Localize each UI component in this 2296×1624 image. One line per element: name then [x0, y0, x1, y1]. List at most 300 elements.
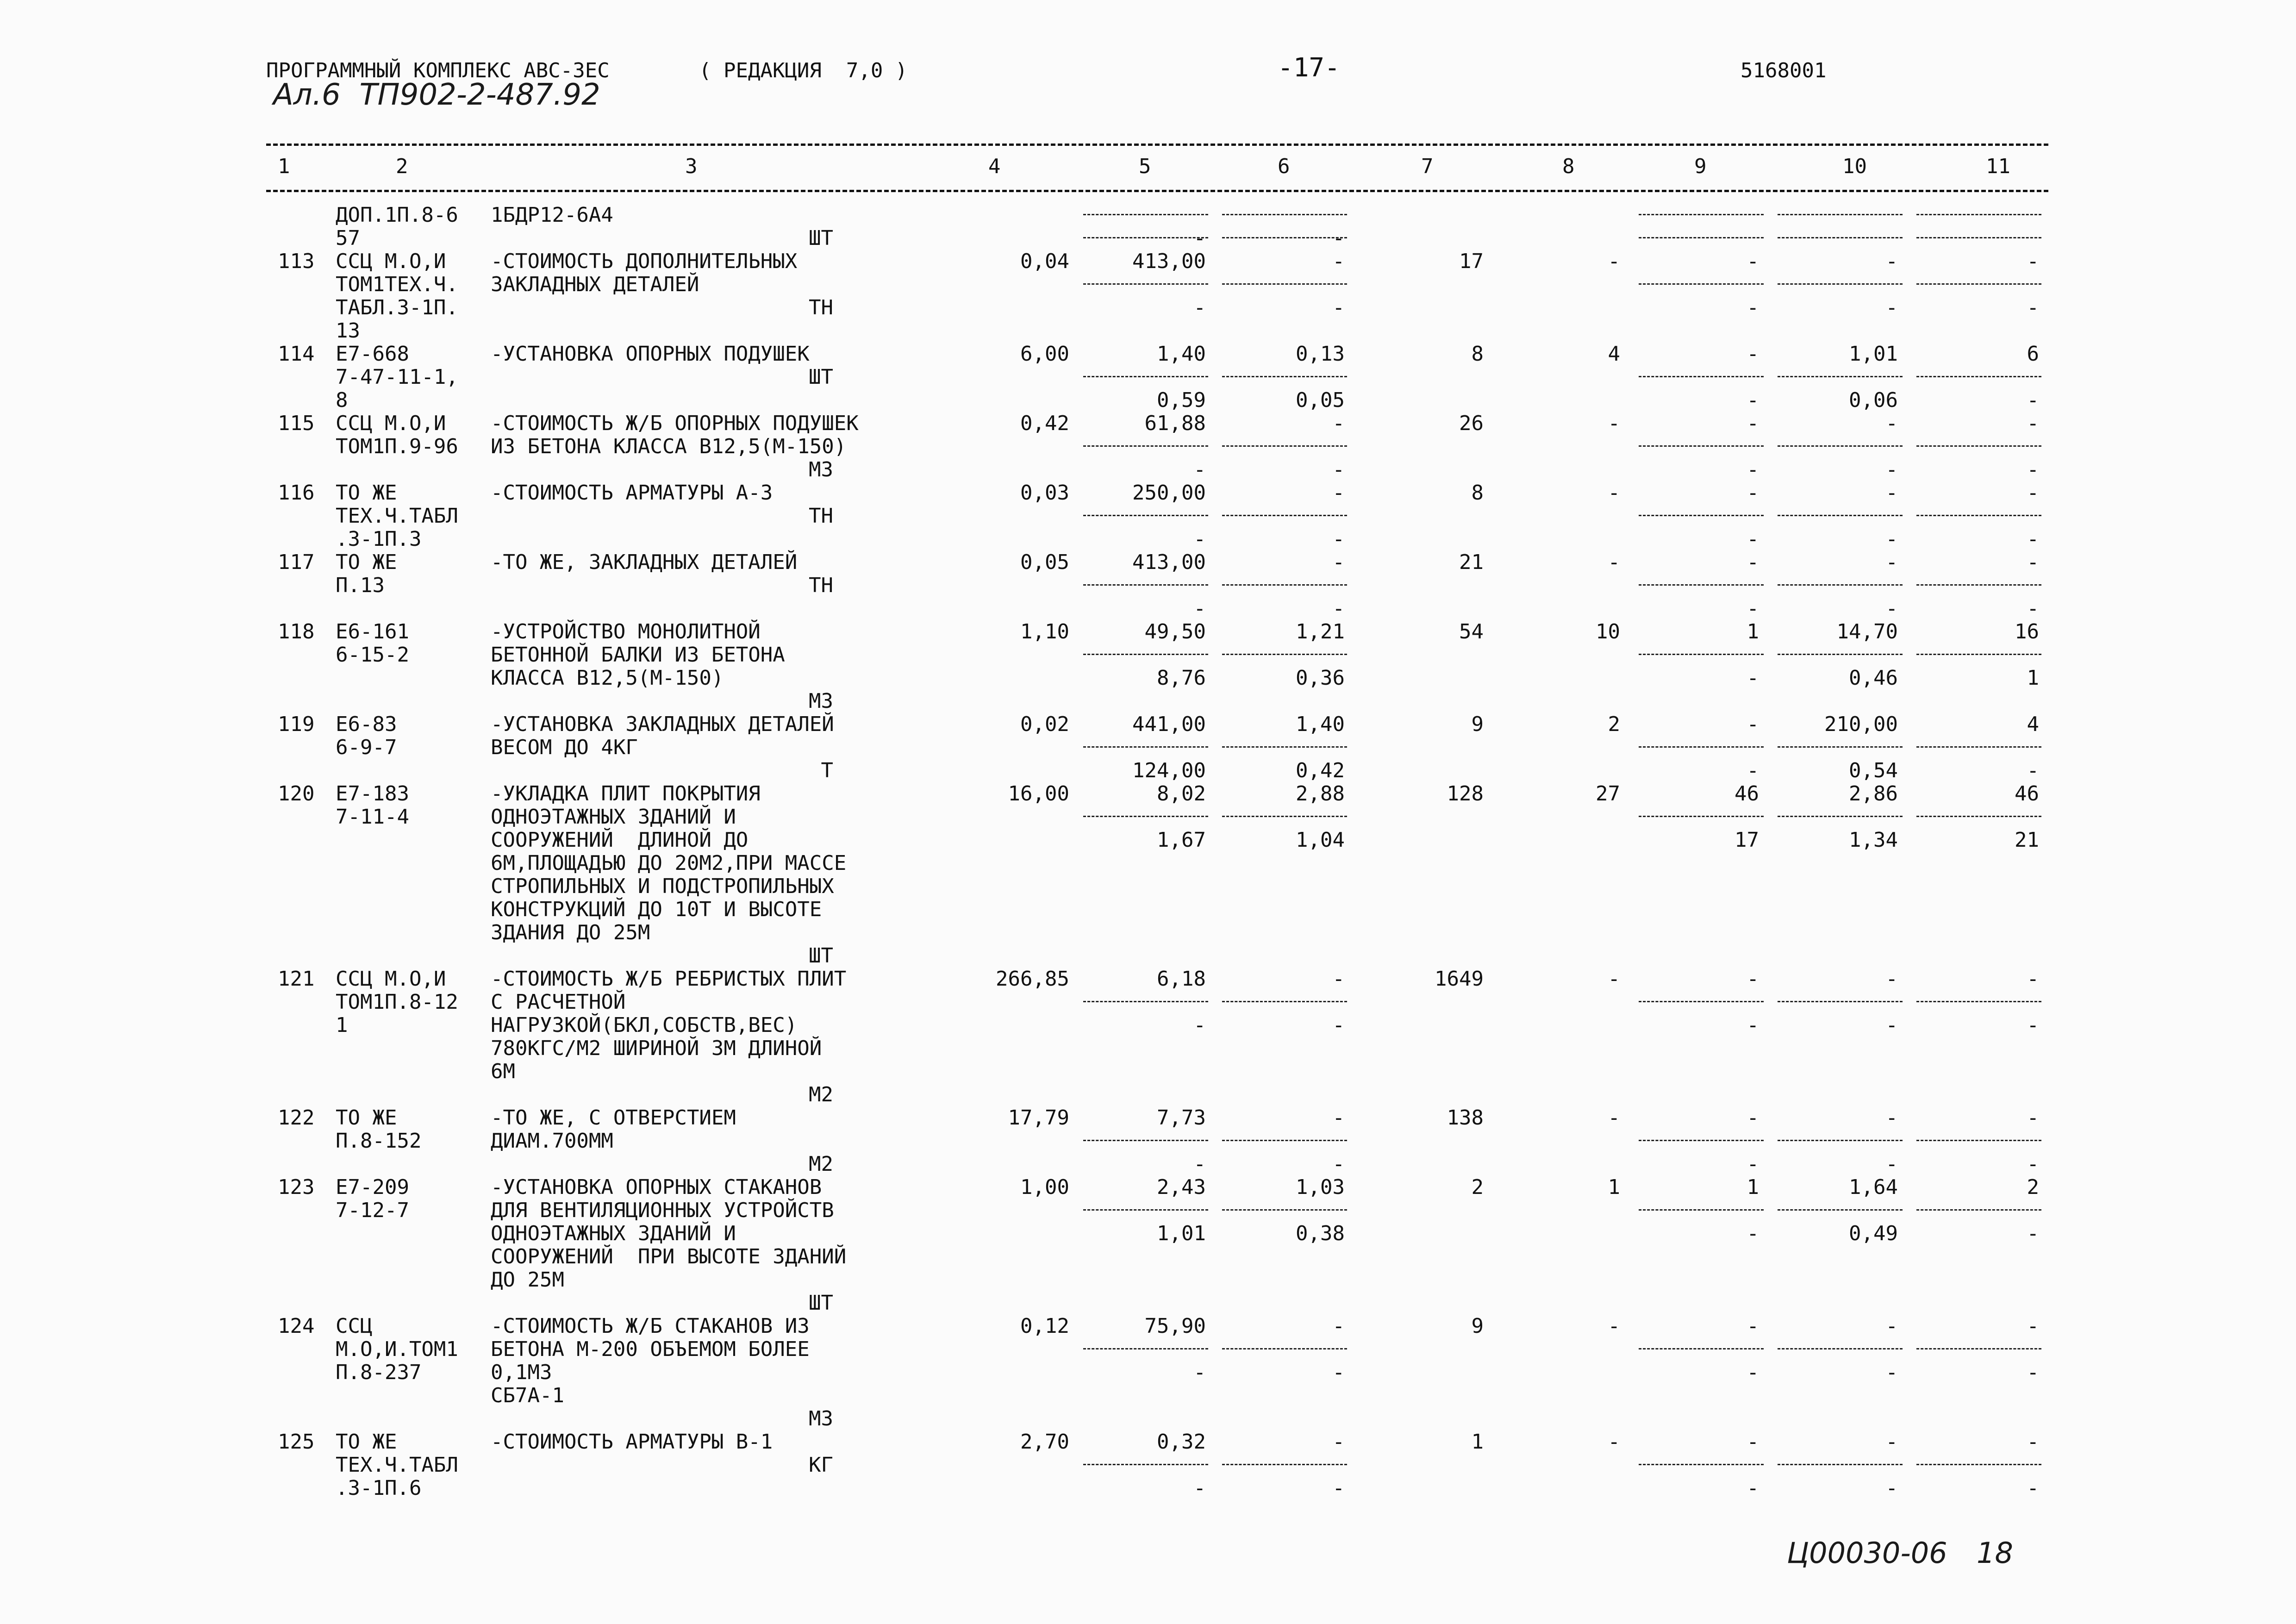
column-header: 3 — [685, 155, 698, 178]
subcell-c10: - — [1885, 296, 1898, 319]
row-code: ССЦ М.О,И — [336, 412, 446, 435]
row-description: ДИАМ.700ММ — [491, 1129, 613, 1153]
cell-c4: 0,03 — [1020, 481, 1069, 505]
row-description: СООРУЖЕНИЙ ДЛИНОЙ ДО — [491, 828, 749, 852]
cell-separator — [1916, 1209, 2041, 1211]
cell-c7: 138 — [1447, 1106, 1484, 1130]
cell-c7: 54 — [1459, 620, 1484, 643]
cell-separator — [1916, 376, 2041, 377]
cell-separator — [1778, 445, 1903, 447]
cell-separator — [1222, 816, 1347, 817]
cell-separator — [1916, 1464, 2041, 1465]
column-header: 10 — [1842, 155, 1867, 178]
subcell-c11: - — [2027, 296, 2039, 319]
cell-separator — [1639, 654, 1764, 655]
cell-c6: - — [1332, 1314, 1345, 1338]
row-code: .3-1П.3 — [336, 527, 422, 551]
table-header-rule — [266, 190, 2048, 192]
cell-separator — [1916, 746, 2041, 748]
cell-separator — [1222, 746, 1347, 748]
row-code: ССЦ — [336, 1314, 373, 1338]
row-unit: КГ — [809, 1453, 833, 1477]
cell-c8: - — [1608, 1314, 1620, 1338]
cell-separator — [1639, 237, 1764, 238]
row-code: Е6-161 — [336, 620, 409, 643]
cell-separator — [1083, 515, 1208, 516]
subcell-c9: - — [1747, 597, 1759, 620]
cell-c9: 1 — [1747, 1175, 1759, 1199]
row-code: 6-9-7 — [336, 736, 397, 759]
cell-c8: 1 — [1608, 1175, 1620, 1199]
cell-c4: 2,70 — [1020, 1430, 1069, 1454]
cell-separator — [1916, 1001, 2041, 1002]
subcell-c6: 0,05 — [1296, 388, 1345, 412]
subcell-c10: - — [1885, 1013, 1898, 1037]
cell-c9: - — [1747, 412, 1759, 435]
cell-c11: - — [2027, 250, 2039, 273]
cell-c6: - — [1332, 550, 1345, 574]
cell-separator — [1778, 515, 1903, 516]
row-description: 780КГС/М2 ШИРИНОЙ 3М ДЛИНОЙ — [491, 1037, 822, 1060]
subcell-c5: - — [1193, 226, 1206, 250]
cell-separator — [1222, 376, 1347, 377]
row-description: 0,1М3 — [491, 1361, 552, 1384]
subcell-c5: - — [1193, 458, 1206, 481]
cell-c4: 0,42 — [1020, 412, 1069, 435]
subcell-c5: - — [1193, 1476, 1206, 1500]
row-description: НАГРУЗКОЙ(БКЛ,СОБСТВ,ВЕС) — [491, 1013, 798, 1037]
cell-separator — [1778, 1209, 1903, 1211]
cell-c10: - — [1885, 550, 1898, 574]
cell-c10: 2,86 — [1849, 782, 1898, 806]
cell-c4: 0,02 — [1020, 712, 1069, 736]
row-description: КОНСТРУКЦИЙ ДО 10Т И ВЫСОТЕ — [491, 898, 822, 921]
cell-c6: - — [1332, 481, 1345, 505]
row-code: 13 — [336, 319, 360, 343]
cell-c9: - — [1747, 712, 1759, 736]
cell-c5: 413,00 — [1132, 550, 1206, 574]
cell-c7: 1 — [1471, 1430, 1484, 1454]
cell-c7: 8 — [1471, 342, 1484, 366]
row-description: БЕТОНА М-200 ОБЪЕМОМ БОЛЕЕ — [491, 1337, 810, 1361]
cell-separator — [1778, 1001, 1903, 1002]
row-code: 7-47-11-1, — [336, 365, 458, 389]
row-unit: ТН — [809, 296, 833, 319]
cell-c11: 2 — [2027, 1175, 2039, 1199]
row-number: 125 — [278, 1430, 315, 1454]
subcell-c5: 1,67 — [1157, 828, 1206, 852]
subcell-c9: - — [1747, 1152, 1759, 1176]
cell-separator — [1778, 816, 1903, 817]
cell-c8: - — [1608, 412, 1620, 435]
cell-separator — [1083, 816, 1208, 817]
row-code: 1 — [336, 1013, 348, 1037]
subcell-c6: - — [1332, 1476, 1345, 1500]
cell-c7: 21 — [1459, 550, 1484, 574]
cell-c8: 2 — [1608, 712, 1620, 736]
cell-c9: - — [1747, 967, 1759, 991]
cell-c5: 2,43 — [1157, 1175, 1206, 1199]
cell-c4: 1,00 — [1020, 1175, 1069, 1199]
cell-c9: - — [1747, 342, 1759, 366]
subcell-c6: 1,04 — [1296, 828, 1345, 852]
cell-separator — [1083, 445, 1208, 447]
cell-c9: - — [1747, 550, 1759, 574]
subcell-c11: - — [2027, 388, 2039, 412]
row-code: М.О,И.ТОМ1 — [336, 1337, 458, 1361]
row-description: ДО 25М — [491, 1268, 564, 1292]
subcell-c9: - — [1747, 296, 1759, 319]
cell-c7: 128 — [1447, 782, 1484, 806]
row-description: ОДНОЭТАЖНЫХ ЗДАНИЙ И — [491, 1222, 736, 1245]
cell-c8: 10 — [1596, 620, 1620, 643]
subcell-c5: - — [1193, 527, 1206, 551]
cell-c6: - — [1332, 967, 1345, 991]
subcell-c9: - — [1747, 1222, 1759, 1245]
row-unit: Т — [821, 759, 833, 782]
subcell-c6: 0,42 — [1296, 759, 1345, 782]
row-code: ССЦ М.О,И — [336, 967, 446, 991]
subcell-c10: - — [1885, 597, 1898, 620]
row-description: -СТОИМОСТЬ ДОПОЛНИТЕЛЬНЫХ — [491, 250, 798, 273]
subcell-c10: - — [1885, 458, 1898, 481]
cell-c7: 8 — [1471, 481, 1484, 505]
subcell-c6: 0,36 — [1296, 666, 1345, 690]
cell-c10: - — [1885, 412, 1898, 435]
subcell-c9: - — [1747, 666, 1759, 690]
column-header: 8 — [1562, 155, 1575, 178]
cell-separator — [1083, 1140, 1208, 1141]
cell-c4: 1,10 — [1020, 620, 1069, 643]
subcell-c9: - — [1747, 458, 1759, 481]
handwritten-reference: Ал.6 ТП902-2-487.92 — [273, 78, 600, 112]
row-unit: ТН — [809, 574, 833, 597]
column-header: 5 — [1139, 155, 1151, 178]
subcell-c9: - — [1747, 388, 1759, 412]
subcell-c9: - — [1747, 1476, 1759, 1500]
cell-separator — [1083, 376, 1208, 377]
subcell-c11: - — [2027, 759, 2039, 782]
row-number: 121 — [278, 967, 315, 991]
cell-separator — [1083, 1001, 1208, 1002]
row-code: ССЦ М.О,И — [336, 250, 446, 273]
subcell-c6: - — [1332, 597, 1345, 620]
cell-separator — [1639, 445, 1764, 447]
subcell-c10: - — [1885, 1476, 1898, 1500]
subcell-c10: 0,06 — [1849, 388, 1898, 412]
row-description: СТРОПИЛЬНЫХ И ПОДСТРОПИЛЬНЫХ — [491, 874, 834, 898]
subcell-c5: - — [1193, 1013, 1206, 1037]
cell-separator — [1083, 746, 1208, 748]
cell-separator — [1778, 584, 1903, 586]
subcell-c10: 0,54 — [1849, 759, 1898, 782]
column-header: 7 — [1421, 155, 1434, 178]
cell-separator — [1916, 237, 2041, 238]
cell-separator — [1083, 283, 1208, 285]
cell-separator — [1083, 584, 1208, 586]
subcell-c5: - — [1193, 296, 1206, 319]
row-description: ОДНОЭТАЖНЫХ ЗДАНИЙ И — [491, 805, 736, 829]
table-top-rule — [266, 144, 2048, 146]
row-description: ЗДАНИЯ ДО 25М — [491, 921, 650, 944]
row-unit: ШТ — [809, 944, 833, 968]
cell-separator — [1778, 654, 1903, 655]
sheet-number: 18 — [1977, 1536, 2013, 1570]
cell-separator — [1778, 214, 1903, 215]
cell-c4: 266,85 — [996, 967, 1069, 991]
row-description: -УКЛАДКА ПЛИТ ПОКРЫТИЯ — [491, 782, 761, 806]
cell-separator — [1916, 515, 2041, 516]
row-description: КЛАССА В12,5(М-150) — [491, 666, 724, 690]
cell-c6: 1,40 — [1296, 712, 1345, 736]
cell-c4: 0,12 — [1020, 1314, 1069, 1338]
row-code: .3-1П.6 — [336, 1476, 422, 1500]
subcell-c10: 1,34 — [1849, 828, 1898, 852]
cell-separator — [1083, 1464, 1208, 1465]
row-code: ТО ЖЕ — [336, 481, 397, 505]
cell-c9: - — [1747, 250, 1759, 273]
cell-c8: 4 — [1608, 342, 1620, 366]
column-header: 6 — [1278, 155, 1290, 178]
cell-c8: - — [1608, 250, 1620, 273]
cell-c10: 1,01 — [1849, 342, 1898, 366]
cell-separator — [1916, 283, 2041, 285]
cell-separator — [1639, 1348, 1764, 1349]
row-description: -ТО ЖЕ, С ОТВЕРСТИЕМ — [491, 1106, 736, 1130]
cell-c11: - — [2027, 1314, 2039, 1338]
row-unit: ШТ — [809, 1291, 833, 1315]
row-number: 114 — [278, 342, 315, 366]
cell-c6: 0,13 — [1296, 342, 1345, 366]
cell-separator — [1222, 445, 1347, 447]
subcell-c6: 0,38 — [1296, 1222, 1345, 1245]
row-unit: М2 — [809, 1083, 833, 1106]
row-description: ВЕСОМ ДО 4КГ — [491, 736, 638, 759]
edition-label: ( РЕДАКЦИЯ 7,0 ) — [699, 59, 908, 82]
column-header: 11 — [1986, 155, 2010, 178]
cell-c8: - — [1608, 967, 1620, 991]
cell-separator — [1778, 237, 1903, 238]
cell-separator — [1639, 376, 1764, 377]
row-unit: ШТ — [809, 365, 833, 389]
subcell-c5: - — [1193, 597, 1206, 620]
cell-separator — [1639, 1001, 1764, 1002]
row-code: ТЕХ.Ч.ТАБЛ — [336, 504, 458, 528]
row-code: Е7-209 — [336, 1175, 409, 1199]
cell-separator — [1222, 1348, 1347, 1349]
row-code: Е7-668 — [336, 342, 409, 366]
document-code: 5168001 — [1741, 59, 1827, 82]
row-description: -СТОИМОСТЬ АРМАТУРЫ А-3 — [491, 481, 773, 505]
cell-separator — [1778, 1464, 1903, 1465]
row-description: -УСТАНОВКА ОПОРНЫХ ПОДУШЕК — [491, 342, 810, 366]
subcell-c9: - — [1747, 527, 1759, 551]
cell-c11: 46 — [2015, 782, 2039, 806]
cell-c5: 250,00 — [1132, 481, 1206, 505]
row-code: ТАБЛ.3-1П. — [336, 296, 458, 319]
cell-separator — [1778, 283, 1903, 285]
subcell-c6: - — [1332, 1361, 1345, 1384]
cell-c8: - — [1608, 1106, 1620, 1130]
cell-separator — [1222, 1140, 1347, 1141]
cell-c4: 0,05 — [1020, 550, 1069, 574]
column-header: 1 — [278, 155, 290, 178]
row-description: -СТОИМОСТЬ Ж/Б ОПОРНЫХ ПОДУШЕК — [491, 412, 859, 435]
program-title: ПРОГРАММНЫЙ КОМПЛЕКС АВС-3ЕС — [266, 59, 610, 82]
cell-c8: - — [1608, 550, 1620, 574]
cell-c10: - — [1885, 481, 1898, 505]
cell-separator — [1222, 654, 1347, 655]
row-code: П.8-237 — [336, 1361, 422, 1384]
row-code: ТОМ1П.8-12 — [336, 990, 458, 1014]
subcell-c11: 21 — [2015, 828, 2039, 852]
cell-c10: - — [1885, 1314, 1898, 1338]
cell-separator — [1916, 1348, 2041, 1349]
subcell-c11: - — [2027, 1013, 2039, 1037]
cell-separator — [1639, 1464, 1764, 1465]
cell-c11: 4 — [2027, 712, 2039, 736]
cell-c11: - — [2027, 412, 2039, 435]
row-unit: М2 — [809, 1152, 833, 1176]
cell-c5: 49,50 — [1144, 620, 1206, 643]
cell-c11: 16 — [2015, 620, 2039, 643]
cell-c9: - — [1747, 481, 1759, 505]
row-code: ТОМ1ТЕХ.Ч. — [336, 273, 458, 296]
cell-c8: - — [1608, 1430, 1620, 1454]
row-code: 8 — [336, 388, 348, 412]
cell-c6: - — [1332, 1430, 1345, 1454]
subcell-c11: - — [2027, 527, 2039, 551]
cell-c11: - — [2027, 1106, 2039, 1130]
subcell-c10: 0,46 — [1849, 666, 1898, 690]
column-header: 9 — [1694, 155, 1707, 178]
row-unit: М3 — [809, 1407, 833, 1430]
row-description: СБ7А-1 — [491, 1384, 564, 1407]
row-code: ДОП.1П.8-6 — [336, 203, 458, 227]
subcell-c11: - — [2027, 1476, 2039, 1500]
row-description: 6М,ПЛОЩАДЬЮ ДО 20М2,ПРИ МАССЕ — [491, 851, 847, 875]
row-number: 113 — [278, 250, 315, 273]
row-description: -УСТАНОВКА ОПОРНЫХ СТАКАНОВ — [491, 1175, 822, 1199]
cell-separator — [1778, 1140, 1903, 1141]
row-number: 119 — [278, 712, 315, 736]
cell-c5: 441,00 — [1132, 712, 1206, 736]
subcell-c10: - — [1885, 1361, 1898, 1384]
subcell-c5: 8,76 — [1157, 666, 1206, 690]
cell-c7: 26 — [1459, 412, 1484, 435]
footer-stamp: Ц00030-06 — [1787, 1536, 1947, 1570]
cell-separator — [1639, 283, 1764, 285]
cell-c11: - — [2027, 967, 2039, 991]
cell-c7: 17 — [1459, 250, 1484, 273]
cell-separator — [1778, 746, 1903, 748]
cell-separator — [1916, 584, 2041, 586]
row-number: 117 — [278, 550, 315, 574]
row-code: 7-11-4 — [336, 805, 409, 829]
row-description: -УСТРОЙСТВО МОНОЛИТНОЙ — [491, 620, 761, 643]
cell-c9: 46 — [1734, 782, 1759, 806]
cell-c5: 8,02 — [1157, 782, 1206, 806]
cell-c10: - — [1885, 1430, 1898, 1454]
row-code: Е6-83 — [336, 712, 397, 736]
subcell-c5: - — [1193, 1361, 1206, 1384]
cell-separator — [1778, 376, 1903, 377]
row-code: ТЕХ.Ч.ТАБЛ — [336, 1453, 458, 1477]
subcell-c10: 0,49 — [1849, 1222, 1898, 1245]
column-header: 2 — [396, 155, 408, 178]
row-code: Е7-183 — [336, 782, 409, 806]
row-description: СООРУЖЕНИЙ ПРИ ВЫСОТЕ ЗДАНИЙ — [491, 1245, 847, 1268]
row-description: 1БДР12-6А4 — [491, 203, 613, 227]
subcell-c9: - — [1747, 1013, 1759, 1037]
subcell-c10: - — [1885, 527, 1898, 551]
cell-c11: - — [2027, 1430, 2039, 1454]
subcell-c11: - — [2027, 1222, 2039, 1245]
cell-c5: 6,18 — [1157, 967, 1206, 991]
cell-separator — [1916, 816, 2041, 817]
cell-c6: - — [1332, 412, 1345, 435]
subcell-c9: - — [1747, 1361, 1759, 1384]
cell-c4: 16,00 — [1008, 782, 1069, 806]
cell-separator — [1639, 1140, 1764, 1141]
row-unit: М3 — [809, 458, 833, 481]
cell-separator — [1639, 515, 1764, 516]
cell-c11: - — [2027, 550, 2039, 574]
row-code: ТО ЖЕ — [336, 1430, 397, 1454]
cell-separator — [1916, 214, 2041, 215]
cell-separator — [1639, 816, 1764, 817]
cell-c4: 0,04 — [1020, 250, 1069, 273]
cell-separator — [1639, 746, 1764, 748]
cell-separator — [1222, 1001, 1347, 1002]
cell-c6: 1,21 — [1296, 620, 1345, 643]
row-code: П.13 — [336, 574, 385, 597]
cell-c10: - — [1885, 1106, 1898, 1130]
cell-c9: - — [1747, 1430, 1759, 1454]
cell-c6: - — [1332, 250, 1345, 273]
row-description: 6М — [491, 1060, 515, 1083]
cell-c6: - — [1332, 1106, 1345, 1130]
subcell-c11: - — [2027, 597, 2039, 620]
row-code: П.8-152 — [336, 1129, 422, 1153]
subcell-c11: 1 — [2027, 666, 2039, 690]
subcell-c11: - — [2027, 1152, 2039, 1176]
row-description: С РАСЧЕТНОЙ — [491, 990, 626, 1014]
subcell-c11: - — [2027, 1361, 2039, 1384]
cell-c8: - — [1608, 481, 1620, 505]
cell-separator — [1916, 654, 2041, 655]
row-number: 116 — [278, 481, 315, 505]
cell-c10: 14,70 — [1836, 620, 1898, 643]
cell-separator — [1222, 515, 1347, 516]
row-unit: ТН — [809, 504, 833, 528]
cell-separator — [1222, 214, 1347, 215]
cell-c4: 6,00 — [1020, 342, 1069, 366]
cell-c8: 27 — [1596, 782, 1620, 806]
cell-separator — [1639, 1209, 1764, 1211]
cell-separator — [1083, 654, 1208, 655]
subcell-c10: - — [1885, 1152, 1898, 1176]
subcell-c9: 17 — [1734, 828, 1759, 852]
cell-c5: 413,00 — [1132, 250, 1206, 273]
row-description: ЗАКЛАДНЫХ ДЕТАЛЕЙ — [491, 273, 699, 296]
cell-separator — [1639, 214, 1764, 215]
page-number: -17- — [1278, 53, 1340, 83]
row-description: -СТОИМОСТЬ АРМАТУРЫ В-1 — [491, 1430, 773, 1454]
cell-separator — [1222, 1209, 1347, 1211]
cell-c10: 1,64 — [1849, 1175, 1898, 1199]
cell-c5: 7,73 — [1157, 1106, 1206, 1130]
